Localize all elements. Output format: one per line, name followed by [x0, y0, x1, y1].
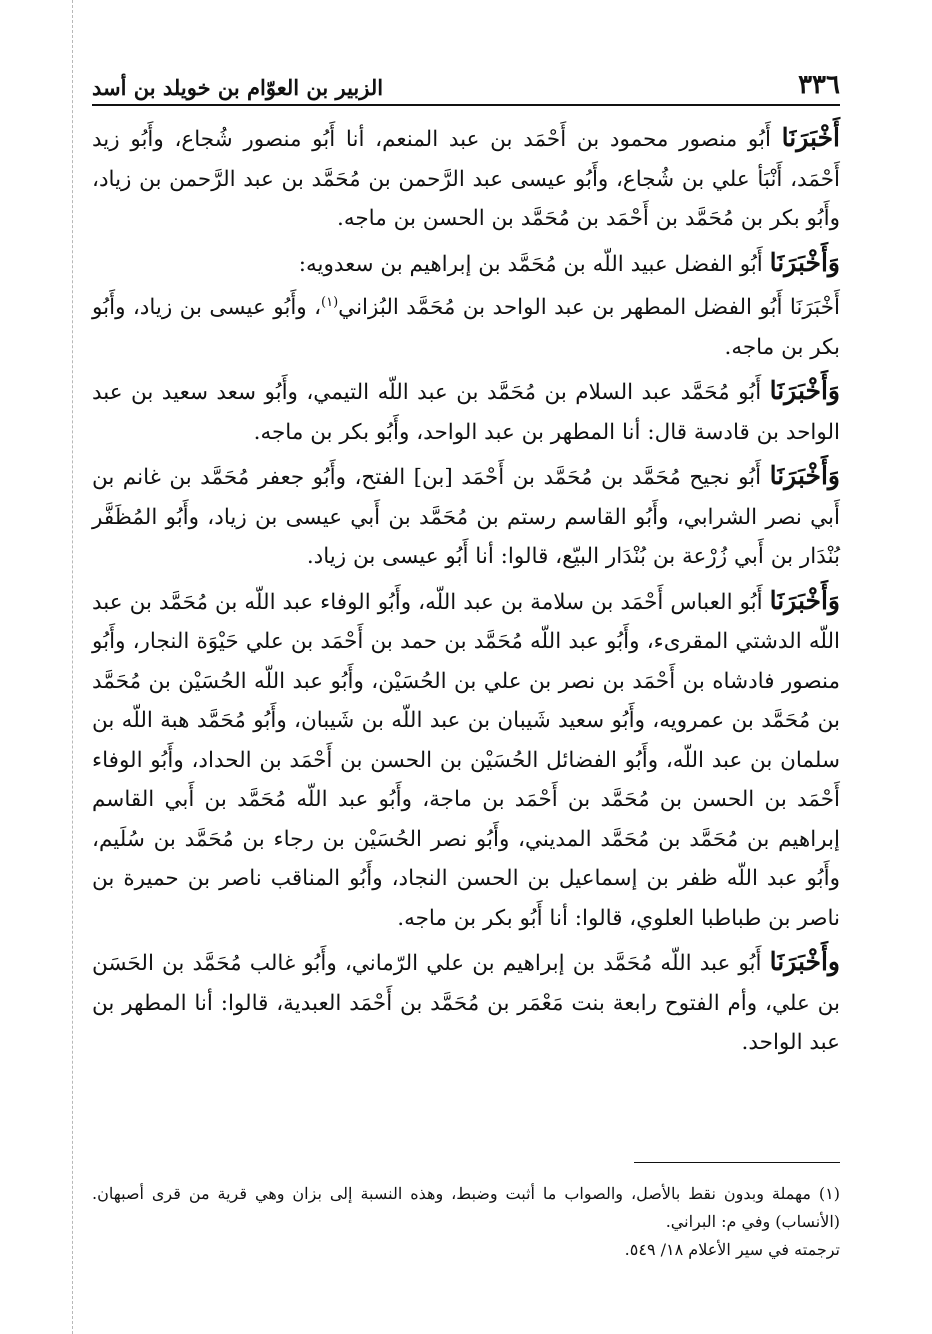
- page-number: ٣٣٦: [798, 70, 840, 100]
- paragraph-text-continued: ، وأَبُو عيسى بن زياد، وأَبُو بكر بن ماجه.: [92, 295, 840, 360]
- paragraph-lead: أَخْبَرَنَا: [781, 123, 840, 152]
- binding-margin-line: [72, 0, 73, 1334]
- footnote-reference[interactable]: (١): [321, 294, 339, 310]
- paragraph-4: [92, 371, 840, 452]
- paragraph-lead: وأَخْبَرَنَا: [769, 947, 840, 976]
- paragraph-7: [92, 942, 840, 1063]
- footnote-divider: [634, 1162, 840, 1163]
- paragraph-text: أَبُو العباس أَحْمَد بن سلامة بن عبد اللّه، وأَبُو الوفاء عبد اللّه بن مُحَمَّد بن عبد اللّه الدشتي المقرىء، وأَبُو عبد اللّه مُحَمَّد بن حمد بن أَحْمَد بن علي حَيْوَة النجار، وأَبُو منصور فادشاه بن أَحْمَد بن نصر بن علي بن الحُسَيْن، وأَبُو عبد اللّه الحُسَيْن بن مُحَمَّد بن مُحَمَّد بن عمرويه، وأَبُو سعيد شَيبان بن عبد اللّه بن شَيبان، وأَبُو مُحَمَّد هبة اللّه بن سلمان بن عبد اللّه، وأَبُو الفضائل الحُسَيْن بن الحسن بن أَحْمَد بن الحداد، وأَبُو الوفاء أَحْمَد بن الحسن بن مُحَمَّد بن أَحْمَد بن ماجة، وأَبُو عبد اللّه مُحَمَّد بن أَبي القاسم إبراهيم بن مُحَمَّد بن مُحَمَّد المديني، وأَبُو نصر الحُسَيْن بن رجاء بن مُحَمَّد بن سُلَيم، وأَبُو عبد اللّه ظفر بن إسماعيل بن الحسن النجاد، وأَبُو المناقب ناصر بن حميرة بن ناصر بن طباطبا العلوي، قالوا: أنا أَبُو بكر بن ماجه.: [92, 589, 840, 931]
- footnote-1: (١) مهملة وبدون نقط بالأصل، والصواب ما أثبت وضبط، وهذه النسبة إلى بزان وهي قرية من قرى أصبهان. (الأنساب) وفي م: البراني.: [92, 1184, 841, 1231]
- page-header: [92, 60, 840, 106]
- paragraph-1: [92, 118, 840, 239]
- paragraph-2: [92, 243, 840, 285]
- paragraph-5: [92, 456, 840, 577]
- main-text: [92, 118, 840, 1067]
- running-title: الزبير بن العوّام بن خويلد بن أسد: [92, 75, 384, 100]
- paragraph-text: أَبُو مُحَمَّد عبد السلام بن مُحَمَّد بن عبد اللّه التيمي، وأَبُو سعد سعيد بن عبد الواحد بن قادسة قال: أنا المطهر بن عبد الواحد، وأَبُو بكر بن ماجه.: [92, 380, 840, 445]
- paragraph-lead: وَأَخْبَرَنَا: [769, 461, 840, 490]
- footnotes: [92, 1180, 840, 1264]
- paragraph-lead: وَأَخْبَرَنَا: [769, 585, 840, 615]
- paragraph-lead: أَخْبَرَنَا: [789, 295, 840, 320]
- paragraph-text: أَبُو عبد اللّه مُحَمَّد بن إبراهيم بن علي الرّماني، وأَبُو غالب مُحَمَّد بن الحَسَن بن علي، وأم الفتوح رابعة بنت مَعْمَر بن مُحَمَّد بن أَحْمَد العبدية، قالوا: أنا المطهر بن عبد الواحد.: [92, 951, 840, 1055]
- footnote-biography-note: ترجمته في سير الأعلام ١٨/ ٥٤٩.: [624, 1240, 840, 1259]
- paragraph-text: أَبُو الفضل عبيد اللّه بن مُحَمَّد بن إبراهيم بن سعدويه:: [298, 251, 763, 277]
- paragraph-lead: وَأَخْبَرَنَا: [769, 376, 840, 405]
- paragraph-lead: وَأَخْبَرَنَا: [769, 247, 840, 277]
- paragraph-3: [92, 288, 840, 367]
- paragraph-text: أَبُو منصور محمود بن أَحْمَد بن عبد المنعم، أنا أَبُو منصور شُجاع، وأَبُو زيد أَحْمَد، أَنْبَأ علي بن شُجاع، وأَبُو عيسى عبد الرَّحمن بن مُحَمَّد بن عبد الرَّحمن بن زياد، وأَبُو بكر بن مُحَمَّد بن أَحْمَد بن مُحَمَّد بن الحسن بن ماجه.: [92, 127, 840, 231]
- paragraph-6: [92, 581, 840, 939]
- paragraph-text: أَبُو الفضل المطهر بن عبد الواحد بن مُحَمَّد البُزاني: [338, 295, 783, 320]
- paragraph-text: أَبُو نجيح مُحَمَّد بن مُحَمَّد بن أَحْمَد [بن] الفتح، وأَبُو جعفر مُحَمَّد بن غانم بن أَبي نصر الشرابي، وأَبُو القاسم رستم بن مُحَمَّد بن أَبي عيسى بن زياد، وأَبُو المُظَفَّر بُنْدَار بن أَبي زُرْعة بن بُنْدَار البيّع، قالوا: أنا أَبُو عيسى بن زياد.: [92, 465, 840, 569]
